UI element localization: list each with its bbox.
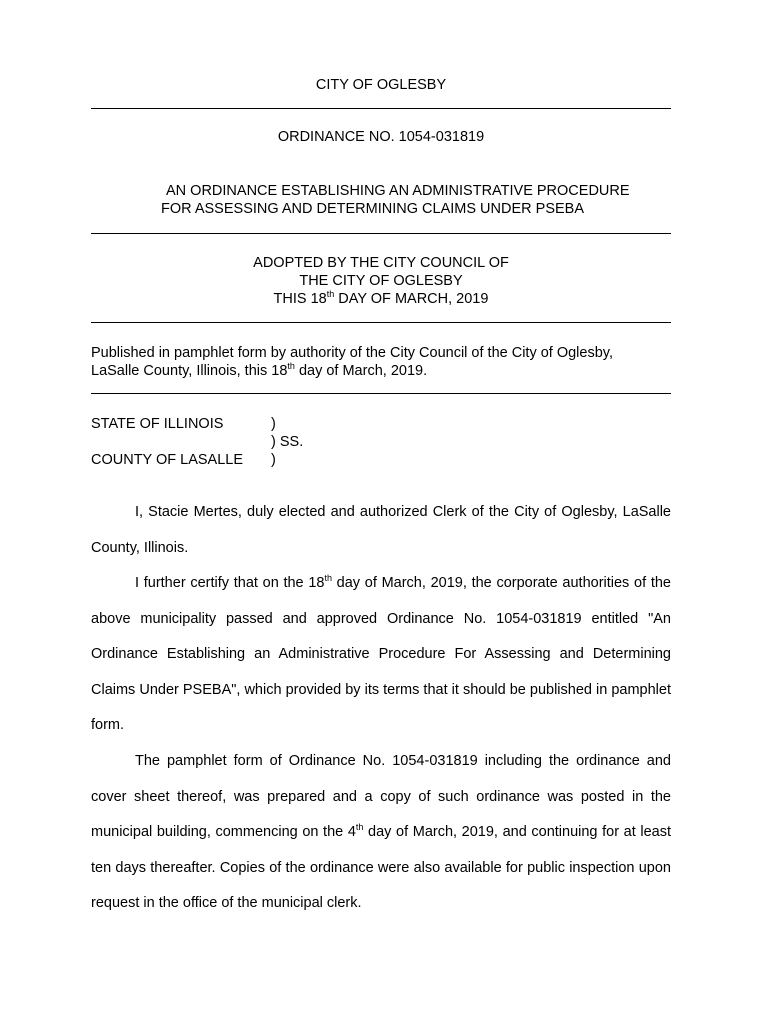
ordinance-title-line-1: AN ORDINANCE ESTABLISHING AN ADMINISTRATIVE PROCEDURE [166,183,630,199]
adopted-line-3 [91,290,671,308]
pamphlet-paragraph-text: The pamphlet form of Ordinance No. 1054-031819 including the ordinance and cover sheet thereof, was prepared and a copy of such ordinance was posted in the municipal building, commencing on the 4 [91,753,671,841]
published-line-2-text: LaSalle County, Illinois, this 18 [91,363,288,379]
pamphlet-ordinal-suffix: th [355,822,364,833]
ordinance-number: ORDINANCE NO. 1054-031819 [277,129,485,145]
state-label: STATE OF ILLINOIS [91,416,224,432]
published-line-1: Published in pamphlet form by authority of the City Council of the City of Oglesby, [91,345,613,361]
adopted-line-3-rest: DAY OF MARCH, 2019 [334,291,489,307]
ss-label: ) SS. [271,434,304,450]
divider-1 [91,108,671,109]
adopted-line-3-text: THIS 18 [273,291,327,307]
city-heading: CITY OF OGLESBY [315,77,447,93]
clerk-paragraph [91,495,671,566]
published-line-2 [91,362,427,380]
certify-paragraph [91,566,671,744]
published-line-2-rest: day of March, 2019. [294,363,428,379]
certify-paragraph-text: I further certify that on the 18 [135,575,325,591]
certify-ordinal-suffix: th [324,573,332,584]
adopted-line-1: ADOPTED BY THE CITY COUNCIL OF [253,255,509,271]
ordinance-title-line-2: FOR ASSESSING AND DETERMINING CLAIMS UNDER PSEBA [161,201,584,217]
divider-4 [91,393,671,394]
divider-3 [91,322,671,323]
caption-paren-bottom: ) [271,452,276,468]
pamphlet-paragraph-rest: day of March, 2019, and continuing for at least ten days thereafter. Copies of the ordinance were also available for public inspection upon request in the office of the municipal clerk. [91,824,671,912]
adopted-ordinal-suffix: th [326,289,335,300]
county-label: COUNTY OF LASALLE [91,452,244,468]
pamphlet-paragraph [91,744,671,922]
certify-paragraph-rest: day of March, 2019, the corporate authorities of the above municipality passed and approved Ordinance No. 1054-031819 entitled "An Ordinance Establishing an Administrative Procedure For Assessing and Determining Claims Under PSEBA", which provided by its terms that it should be published in pamphlet form. [91,575,671,734]
divider-2 [91,233,671,234]
caption-paren-top: ) [271,416,276,432]
adopted-line-2: THE CITY OF OGLESBY [299,273,463,289]
clerk-paragraph-text: I, Stacie Mertes, duly elected and authorized Clerk of the City of Oglesby, LaSalle County, Illinois. [91,504,671,556]
published-ordinal-suffix: th [287,361,295,372]
